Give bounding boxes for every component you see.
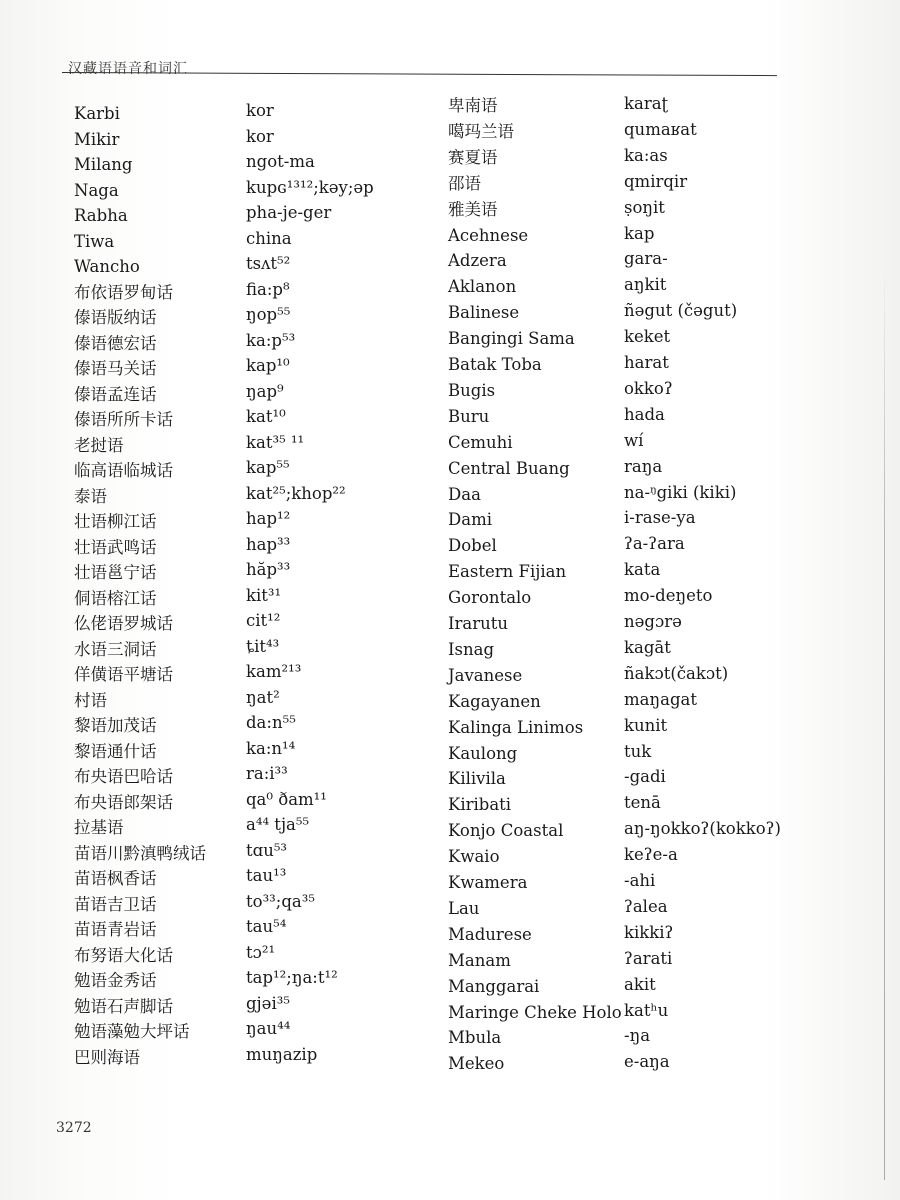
word-form: kor — [246, 126, 274, 146]
language-name: 勉语金秀话 — [74, 971, 157, 990]
language-name: Javanese — [448, 665, 523, 685]
language-name: 壮语武鸣话 — [74, 537, 157, 557]
language-name: Bangingi Sama — [448, 329, 575, 349]
word-form: kunit — [624, 715, 668, 735]
language-name: Acehnese — [448, 225, 529, 245]
language-name: Bugis — [448, 380, 496, 400]
language-name: Eastern Fijian — [448, 562, 567, 582]
word-form: gjəi³⁵ — [246, 993, 290, 1013]
language-name: 佯僙语平塘话 — [74, 665, 173, 684]
language-name: 傣语孟连话 — [74, 384, 157, 404]
word-form: e-aŋa — [624, 1052, 670, 1072]
word-form: kap¹⁰ — [246, 356, 290, 375]
word-form: to³³;qa³⁵ — [246, 891, 315, 911]
language-name: Mekeo — [448, 1054, 505, 1074]
language-name: Kaulong — [448, 743, 518, 763]
word-form: kat²⁵;khop²² — [246, 483, 346, 503]
page-edge-shadow — [884, 260, 885, 1180]
word-form: tap¹²;ŋa:t¹² — [246, 968, 338, 987]
word-form: fia:p⁸ — [246, 279, 290, 299]
language-name: Gorontalo — [448, 588, 532, 608]
word-form: tau¹³ — [246, 866, 287, 885]
word-form: qumaʁat — [624, 119, 697, 139]
language-name: Mikir — [74, 129, 120, 149]
word-form: ka:n¹⁴ — [246, 738, 296, 758]
language-name: Aklanon — [448, 277, 517, 297]
word-form: kit³¹ — [246, 585, 282, 605]
language-name: Irarutu — [448, 614, 509, 633]
language-name: 布依语罗甸话 — [74, 282, 173, 302]
language-name: Lau — [448, 898, 480, 918]
word-form: qa⁰ ðam¹¹ — [246, 789, 327, 809]
language-name: 傣语马关话 — [74, 359, 157, 378]
word-form: kata — [624, 560, 661, 580]
language-name: 噶玛兰语 — [448, 121, 514, 141]
word-form: hap¹² — [246, 509, 291, 528]
language-name: Milang — [74, 155, 133, 174]
language-name: 苗语川黔滇鸭绒话 — [74, 843, 206, 863]
word-form: raŋa — [624, 456, 663, 476]
word-form: tau⁵⁴ — [246, 917, 287, 936]
word-form: ŋap⁹ — [246, 381, 284, 401]
language-name: Cemuhi — [448, 432, 513, 452]
language-name: Konjo Coastal — [448, 821, 564, 841]
word-form: ȶit⁴³ — [246, 636, 280, 656]
language-name: 傣语版纳话 — [74, 308, 157, 327]
language-name: Kilivila — [448, 769, 506, 789]
language-name: Batak Toba — [448, 355, 542, 374]
language-name: Adzera — [448, 251, 507, 271]
language-name: Buru — [448, 406, 490, 426]
language-name: 傣语德宏话 — [74, 333, 157, 353]
language-name: 黎语通什话 — [74, 741, 157, 761]
language-name: Daa — [448, 484, 481, 504]
word-form: tsʌt⁵² — [246, 254, 291, 273]
language-name: Rabha — [74, 206, 128, 225]
word-form: nəgɔrə — [624, 612, 682, 631]
language-name: Mbula — [448, 1028, 502, 1048]
word-form: ŋau⁴⁴ — [246, 1019, 291, 1038]
word-form: hăp³³ — [246, 560, 291, 579]
word-form: -ahi — [624, 871, 656, 890]
word-form: china — [246, 228, 292, 248]
word-form: tenā — [624, 793, 661, 813]
word-form: ra:i³³ — [246, 764, 288, 783]
language-name: 壮语邕宁话 — [74, 563, 157, 582]
word-form: katʰu — [624, 1000, 669, 1020]
language-name: 苗语吉卫话 — [74, 894, 157, 914]
word-form: -ŋa — [624, 1026, 651, 1046]
language-name: 仫佬语罗城话 — [74, 614, 173, 633]
word-form: ʔa-ʔara — [624, 534, 685, 554]
word-form: kap⁵⁵ — [246, 458, 290, 477]
word-form: kagāt — [624, 637, 671, 657]
word-form: ñəgut (čəgut) — [624, 301, 738, 321]
word-form: harat — [624, 353, 669, 372]
language-name: 巴则海语 — [74, 1047, 140, 1067]
language-name: Kagayanen — [448, 691, 541, 711]
word-form: aŋkit — [624, 275, 667, 295]
language-name: 布努语大化话 — [74, 945, 173, 965]
language-name: Central Buang — [448, 458, 570, 478]
word-form: kam²¹³ — [246, 662, 302, 681]
language-name: 布央语巴哈话 — [74, 767, 173, 786]
word-form: hap³³ — [246, 534, 291, 554]
language-name: Naga — [74, 180, 119, 200]
language-name: 雅美语 — [448, 199, 498, 219]
language-name: 临高语临城话 — [74, 461, 173, 480]
language-name: 黎语加茂话 — [74, 716, 157, 735]
word-form: aŋ-ŋokkoʔ(kokkoʔ) — [624, 819, 781, 839]
language-name: 侗语榕江话 — [74, 588, 157, 608]
word-form: ngot-ma — [246, 152, 315, 171]
language-name: 泰语 — [74, 486, 107, 506]
word-form: da:n⁵⁵ — [246, 713, 296, 732]
word-form: cit¹² — [246, 611, 281, 630]
word-form: kikkiʔ — [624, 922, 674, 942]
word-form: ka:as — [624, 145, 668, 165]
word-form: kor — [246, 101, 274, 120]
word-form: okkoʔ — [624, 378, 673, 398]
running-header: 汉藏语语音和词汇 — [68, 61, 188, 77]
word-form: akit — [624, 974, 656, 994]
word-form: tuk — [624, 741, 652, 761]
word-form: qmirqir — [624, 171, 688, 191]
word-form: kat³⁵ ¹¹ — [246, 432, 305, 452]
language-name: 卑南语 — [448, 96, 498, 115]
language-name: Kwaio — [448, 847, 500, 867]
language-name: Karbi — [74, 104, 120, 123]
word-form: kat¹⁰ — [246, 407, 286, 426]
word-form: a⁴⁴ tja⁵⁵ — [246, 815, 310, 834]
language-name: Wancho — [74, 257, 140, 276]
word-form: ŋop⁵⁵ — [246, 305, 291, 324]
language-name: Kalinga Linimos — [448, 717, 584, 737]
language-name: Balinese — [448, 303, 520, 323]
language-name: 壮语柳江话 — [74, 512, 157, 531]
language-name: 赛夏语 — [448, 147, 498, 167]
language-name: Kwamera — [448, 873, 528, 892]
word-form: ṣoŋit — [624, 197, 665, 217]
word-form: kupɢ¹³¹²;kəy;əp — [246, 177, 374, 197]
word-form: hada — [624, 404, 665, 424]
word-form: ñakɔt(čakɔt) — [624, 663, 729, 683]
word-form: ʔarati — [624, 948, 673, 968]
word-form: i-rase-ya — [624, 508, 696, 528]
language-name: Manggarai — [448, 976, 540, 996]
language-name: 邵语 — [448, 173, 481, 193]
language-name: 布央语郎架话 — [74, 792, 173, 812]
word-form: ŋat² — [246, 687, 280, 707]
word-form: maŋagat — [624, 689, 697, 709]
word-form: tɑu⁵³ — [246, 840, 288, 860]
word-form: ʔalea — [624, 896, 668, 916]
word-form: gara- — [624, 249, 668, 269]
word-form: tɔ²¹ — [246, 942, 276, 962]
language-name: 苗语枫香话 — [74, 869, 157, 888]
language-name: 勉语藻勉大坪话 — [74, 1022, 190, 1041]
language-name: 老挝语 — [74, 435, 124, 455]
word-form: -gadi — [624, 767, 666, 787]
language-name: Tiwa — [74, 231, 115, 251]
page-number: 3272 — [56, 1120, 92, 1136]
language-name: 傣语所所卡话 — [74, 410, 173, 429]
word-form: wí — [624, 430, 644, 450]
language-name: 村语 — [74, 690, 107, 710]
word-form: na-ᵑgiki (kiki) — [624, 482, 737, 502]
word-form: karaʈ — [624, 94, 669, 113]
word-form: kap — [624, 223, 655, 243]
word-form: keʔe-a — [624, 845, 678, 865]
language-name: 勉语石声脚话 — [74, 996, 173, 1016]
language-name: Dami — [448, 510, 492, 530]
word-form: muŋazip — [246, 1044, 318, 1064]
language-name: Maringe Cheke Holo — [448, 1002, 622, 1022]
language-name: Isnag — [448, 639, 495, 659]
word-form: pha-je-ger — [246, 203, 332, 222]
word-form: keket — [624, 327, 671, 347]
language-name: Dobel — [448, 536, 497, 556]
language-name: Manam — [448, 950, 511, 970]
language-name: 拉基语 — [74, 818, 124, 837]
language-name: 苗语青岩话 — [74, 920, 157, 939]
word-form: mo-deŋeto — [624, 586, 713, 606]
language-name: Kiribati — [448, 795, 512, 815]
word-form: ka:p⁵³ — [246, 330, 296, 350]
language-name: 水语三洞话 — [74, 639, 157, 659]
language-name: Madurese — [448, 924, 532, 944]
